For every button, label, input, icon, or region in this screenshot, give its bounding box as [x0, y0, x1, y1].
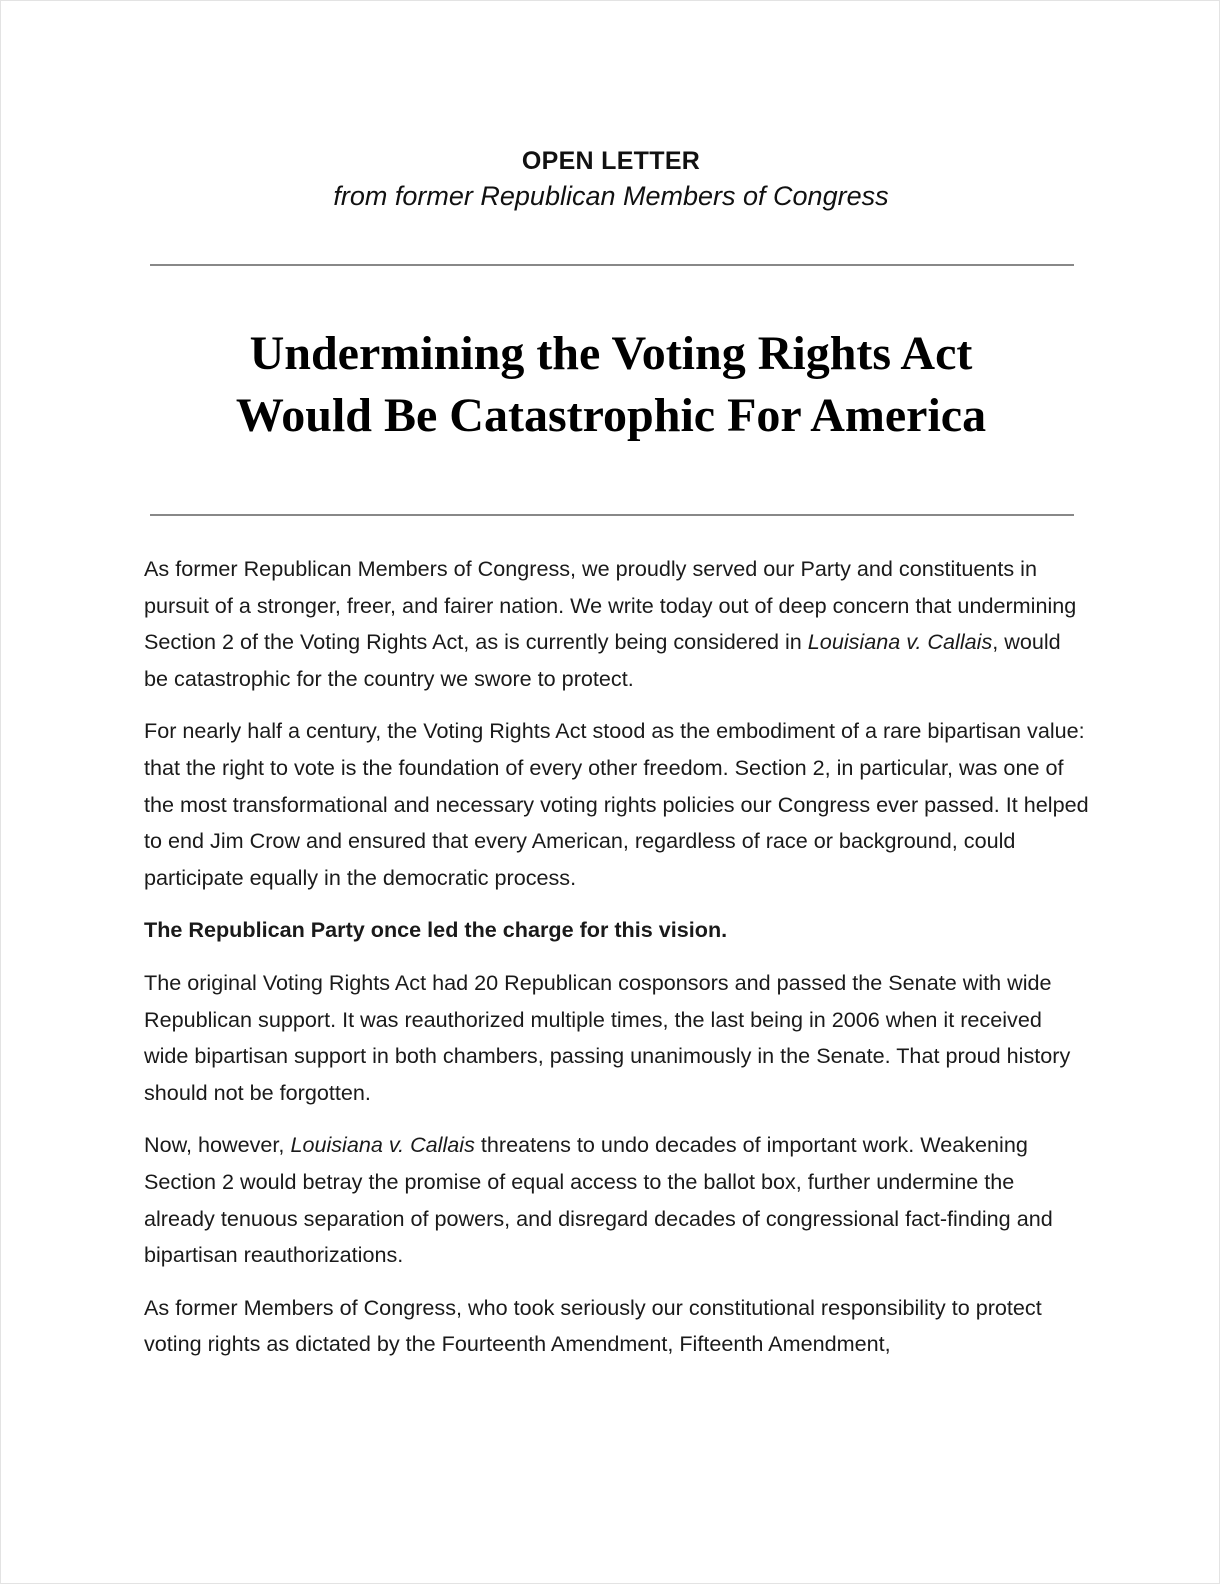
letter-subkicker: from former Republican Members of Congress: [333, 181, 889, 211]
paragraph-4: The original Voting Rights Act had 20 Republican cosponsors and passed the Senate with wide Republican support. It was reauthorized multiple times, the last being in 2006 when it received wide bipartisan support in both chambers, passing unanimously in the Senate. That proud history should not be forgotten.: [144, 969, 1071, 1105]
paragraph-5-text-a: Now, however,: [144, 1132, 291, 1158]
paragraph-6: As former Members of Congress, who took seriously our constitutional responsibility to protect voting rights as dictated by the Fourteenth Amendment, Fifteenth Amendment,: [144, 1294, 1042, 1357]
headline-line-2: Would Be Catastrophic For America: [235, 389, 987, 442]
letter-body: [144, 551, 1089, 1379]
paragraph-5: [144, 1127, 1089, 1273]
headline-line-1: Undermining the Voting Rights Act: [249, 327, 973, 380]
paragraph-2: For nearly half a century, the Voting Rights Act stood as the embodiment of a rare bipartisan value: that the right to vote is the foundation of every other freedom. Section 2, in particular, was one of the most transformational and necessary voting rights policies our Congress ever passed. It helped to end Jim Crow and ensured that every American, regardless of race or background, could participate equally in the democratic process.: [144, 718, 1089, 890]
paragraph-3-emphasis: The Republican Party once led the charge for this vision.: [144, 917, 728, 943]
paragraph-1: [144, 551, 1089, 697]
case-name: Louisiana v. Callais: [290, 1132, 475, 1158]
divider-top: [150, 264, 1074, 266]
letter-header: [1, 145, 1220, 215]
paragraph-1-text-a: As former Republican Members of Congress, we proudly served our Party and constituents in pursuit of a stronger, freer, and fairer nation. We write today out of deep concern that undermining Section 2 of the Voting Rights Act, as is currently being considered in: [144, 556, 1077, 655]
paragraph-1-text-b: , would be catastrophic for the country we swore to protect.: [144, 629, 1061, 691]
letter-kicker: OPEN LETTER: [521, 147, 701, 175]
divider-bottom: [150, 514, 1074, 516]
case-name: Louisiana v. Callais: [807, 629, 993, 655]
headline: [1, 323, 1220, 447]
paragraph-5-text-b: threatens to undo decades of important work. Weakening Section 2 would betray the promise of equal access to the ballot box, further undermine the already tenuous separation of powers, and disregard decades of congressional fact-finding and bipartisan reauthorizations.: [144, 1132, 1053, 1268]
